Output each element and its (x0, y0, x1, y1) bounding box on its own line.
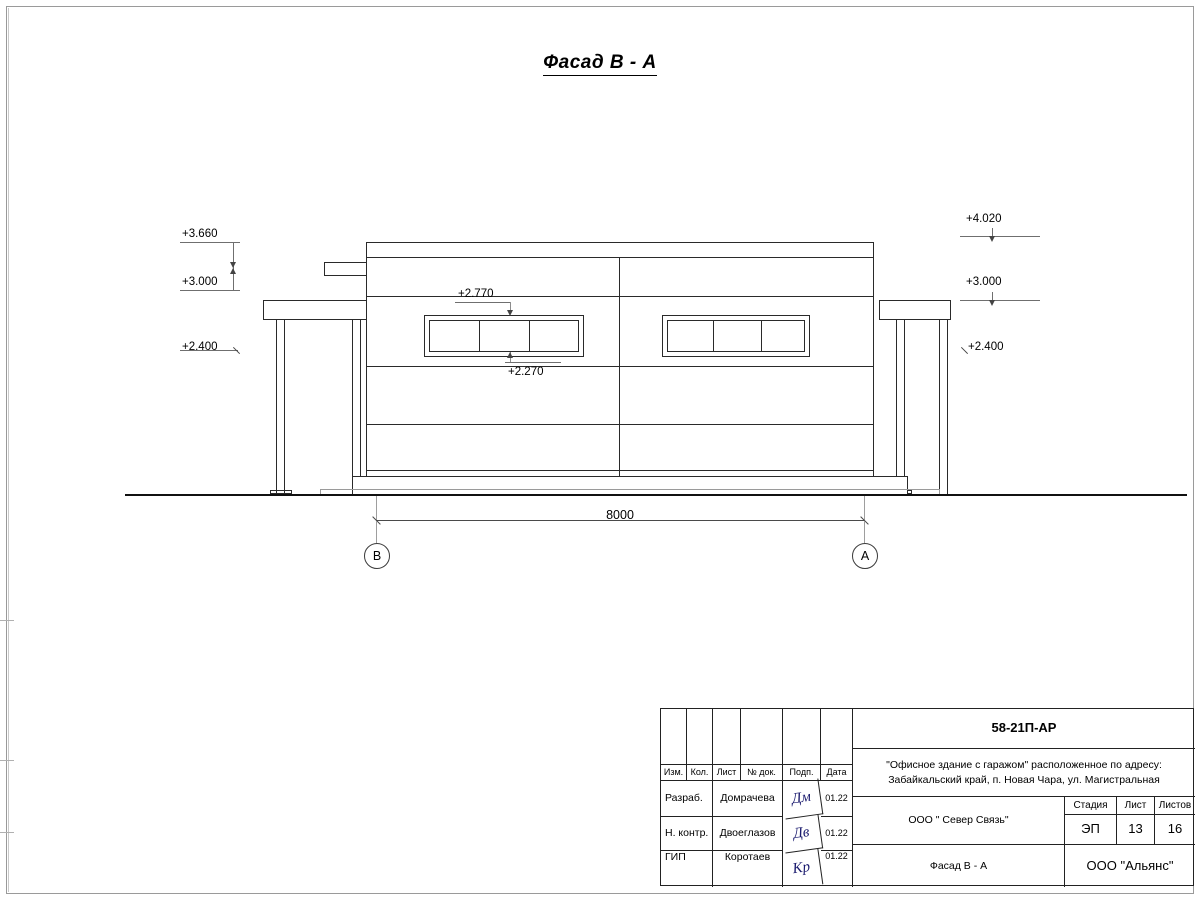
facade-panel-line-3 (366, 424, 874, 425)
facade-center-joint (619, 258, 620, 494)
chimney-box (324, 262, 368, 276)
tb-empty-1 (661, 709, 687, 765)
left-margin-divider-1 (0, 620, 14, 621)
axis-bubble-right (852, 543, 878, 569)
window-left-glazing (429, 320, 579, 352)
facade-panel-line-2 (366, 366, 874, 367)
left-annex-canopy (263, 300, 381, 320)
level-mark-right-1: +4.020 (966, 213, 1002, 225)
tb-sheets-header: Листов (1155, 797, 1195, 815)
level-mark-right-2: +3.000 (966, 276, 1002, 288)
level-extline-inner-top (455, 302, 511, 303)
tb-header-podp: Подп. (783, 765, 821, 781)
tb-header-data: Дата (821, 765, 853, 781)
tb-empty-4 (741, 709, 783, 765)
left-annex-column-inner-a (352, 320, 353, 476)
tb-role-nkontr: Н. контр. (661, 817, 713, 851)
level-extline-inner-bottom (505, 362, 561, 363)
tb-role-razrab: Разраб. (661, 781, 713, 817)
window-left-mullion-1 (479, 320, 480, 352)
level-tick-right-3 (961, 347, 968, 354)
tb-sheets-value: 16 (1155, 815, 1195, 845)
window-right-glazing (667, 320, 805, 352)
tb-empty-2 (687, 709, 713, 765)
level-extline-left-1 (180, 242, 240, 243)
level-extline-right-2 (960, 300, 1040, 301)
tb-empty-3 (713, 709, 741, 765)
tb-empty-5 (783, 709, 821, 765)
tb-name-nkontr: Двоеглазов (713, 817, 783, 851)
level-extline-left-2 (180, 290, 240, 291)
level-mark-right-3: +2.400 (968, 341, 1004, 353)
level-mark-left-2: +3.000 (182, 276, 218, 288)
axis-bubble-left-label: В (372, 549, 382, 563)
building-main-volume (366, 242, 874, 494)
tb-object-line2: Забайкальский край, п. Новая Чара, ул. Магистральная (888, 773, 1160, 786)
right-annex-column-outer-b (904, 320, 905, 494)
tb-name-gip: Коротаев (713, 851, 783, 887)
tb-header-list: Лист (713, 765, 741, 781)
tb-sheet-header: Лист (1117, 797, 1155, 815)
level-arrow-right-1 (989, 236, 995, 242)
tb-sign-nkontr: Дв (781, 815, 823, 854)
left-annex-column-inner-b (360, 320, 361, 476)
tb-header-kol: Кол. (687, 765, 713, 781)
window-left-mullion-2 (529, 320, 530, 352)
building-parapet (366, 242, 874, 258)
tb-organization: ООО "Альянс" (1086, 857, 1174, 873)
tb-sheet-value: 13 (1117, 815, 1155, 845)
window-right-mullion-2 (761, 320, 762, 352)
right-annex-column-inner-a (939, 320, 940, 494)
facade-panel-line-4 (366, 470, 874, 471)
axis-leader-right (864, 521, 865, 543)
level-arrow-inner-bottom (507, 352, 513, 358)
tb-date-razrab: 01.22 (821, 781, 853, 817)
tb-stage-value: ЭП (1065, 815, 1117, 845)
tb-customer: ООО " Север Связь" (853, 797, 1065, 845)
left-annex-column-outer-a (276, 320, 277, 494)
left-margin-divider-3 (0, 832, 14, 833)
left-annex-column-outer-b (284, 320, 285, 494)
level-mark-left-1: +3.660 (182, 228, 218, 240)
axis-bubble-left (364, 543, 390, 569)
level-mark-left-3: +2.400 (182, 341, 218, 353)
level-mark-inner-top: +2.770 (458, 288, 494, 300)
right-annex-column-outer-a (896, 320, 897, 494)
tb-sign-razrab: Дм (781, 779, 824, 820)
tb-header-izm: Изм. (661, 765, 687, 781)
level-arrow-left-2 (230, 268, 236, 274)
right-annex-column-inner-b (947, 320, 948, 494)
right-annex-canopy (879, 300, 951, 320)
window-right-mullion-1 (713, 320, 714, 352)
tb-date-nkontr: 01.22 (821, 817, 853, 851)
tb-name-razrab: Домрачева (713, 781, 783, 817)
tb-sheet-name: Фасад В - А (853, 845, 1065, 887)
level-arrow-inner-top (507, 310, 513, 316)
axis-bubble-right-label: А (860, 549, 870, 563)
tb-object-name (853, 749, 1195, 797)
tb-date-gip: 01.22 (821, 851, 853, 887)
ground-line (125, 494, 1187, 496)
tb-document-code: 58-21П-АР (853, 709, 1195, 749)
drawing-title-text: Фасад В - А (543, 52, 656, 76)
title-block (660, 708, 1194, 886)
tb-empty-6 (821, 709, 853, 765)
level-arrow-right-2 (989, 300, 995, 306)
tb-sign-gip: Кр (781, 849, 824, 890)
overall-dimension-value: 8000 (606, 508, 634, 522)
tb-role-gip: ГИП (661, 851, 713, 887)
tb-header-ndok: № док. (741, 765, 783, 781)
tb-stage-header: Стадия (1065, 797, 1117, 815)
level-mark-inner-bottom: +2.270 (508, 366, 544, 378)
axis-leader-left (376, 521, 377, 543)
tb-object-line1: "Офисное здание с гаражом" расположенное по адресу: (886, 759, 1162, 772)
facade-panel-line-1 (366, 296, 874, 297)
level-extline-right-1 (960, 236, 1040, 237)
left-margin-divider-2 (0, 760, 14, 761)
